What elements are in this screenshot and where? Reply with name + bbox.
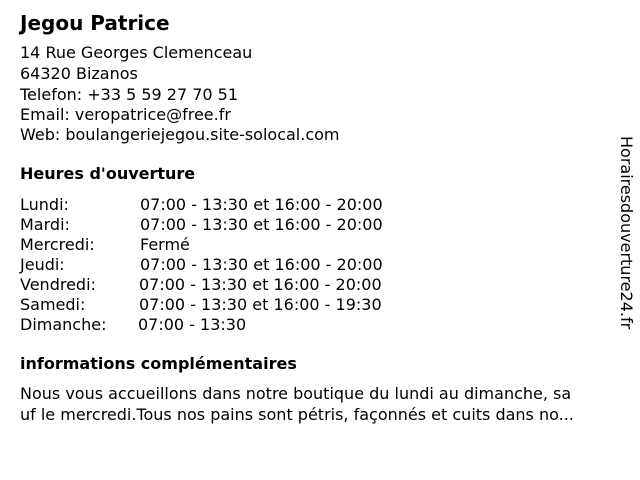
address-street: 14 Rue Georges Clemenceau <box>20 43 253 62</box>
hours-row-jeudi <box>20 255 383 275</box>
additional-info-text <box>20 383 630 425</box>
hours-row-dimanche <box>20 315 247 335</box>
additional-info-line-1: Nous vous accueillons dans notre boutique du lundi au dimanche, sa <box>20 384 572 403</box>
brand-watermark: Horairesdouverture24.fr <box>617 136 636 330</box>
day-label: Jeudi: <box>20 255 65 274</box>
day-hours: 07:00 - 13:30 et 16:00 - 20:00 <box>140 215 383 234</box>
day-hours: 07:00 - 13:30 et 16:00 - 20:00 <box>140 255 383 274</box>
day-hours: 07:00 - 13:30 <box>138 315 247 334</box>
day-hours: 07:00 - 13:30 et 16:00 - 20:00 <box>140 195 383 214</box>
day-label: Samedi: <box>20 295 86 314</box>
day-hours: Fermé <box>140 235 190 254</box>
hours-row-vendredi <box>20 275 382 295</box>
hours-row-samedi <box>20 295 382 315</box>
day-label: Dimanche: <box>20 315 107 334</box>
email-line: Email: veropatrice@free.fr <box>20 105 231 124</box>
hours-row-mardi <box>20 215 383 235</box>
address-city: 64320 Bizanos <box>20 64 138 83</box>
opening-hours-heading: Heures d'ouverture <box>20 164 196 183</box>
day-label: Vendredi: <box>20 275 96 294</box>
day-hours: 07:00 - 13:30 et 16:00 - 19:30 <box>139 295 382 314</box>
phone-line: Telefon: +33 5 59 27 70 51 <box>20 85 239 104</box>
web-line: Web: boulangeriejegou.site-solocal.com <box>20 125 340 144</box>
hours-row-lundi <box>20 195 383 215</box>
day-hours: 07:00 - 13:30 et 16:00 - 20:00 <box>139 275 382 294</box>
hours-row-mercredi <box>20 235 190 255</box>
additional-info-line-2: uf le mercredi.Tous nos pains sont pétris, façonnés et cuits dans no... <box>20 405 574 424</box>
business-name: Jegou Patrice <box>20 11 170 35</box>
day-label: Mardi: <box>20 215 70 234</box>
additional-info-heading: informations complémentaires <box>20 354 297 373</box>
day-label: Mercredi: <box>20 235 95 254</box>
day-label: Lundi: <box>20 195 69 214</box>
